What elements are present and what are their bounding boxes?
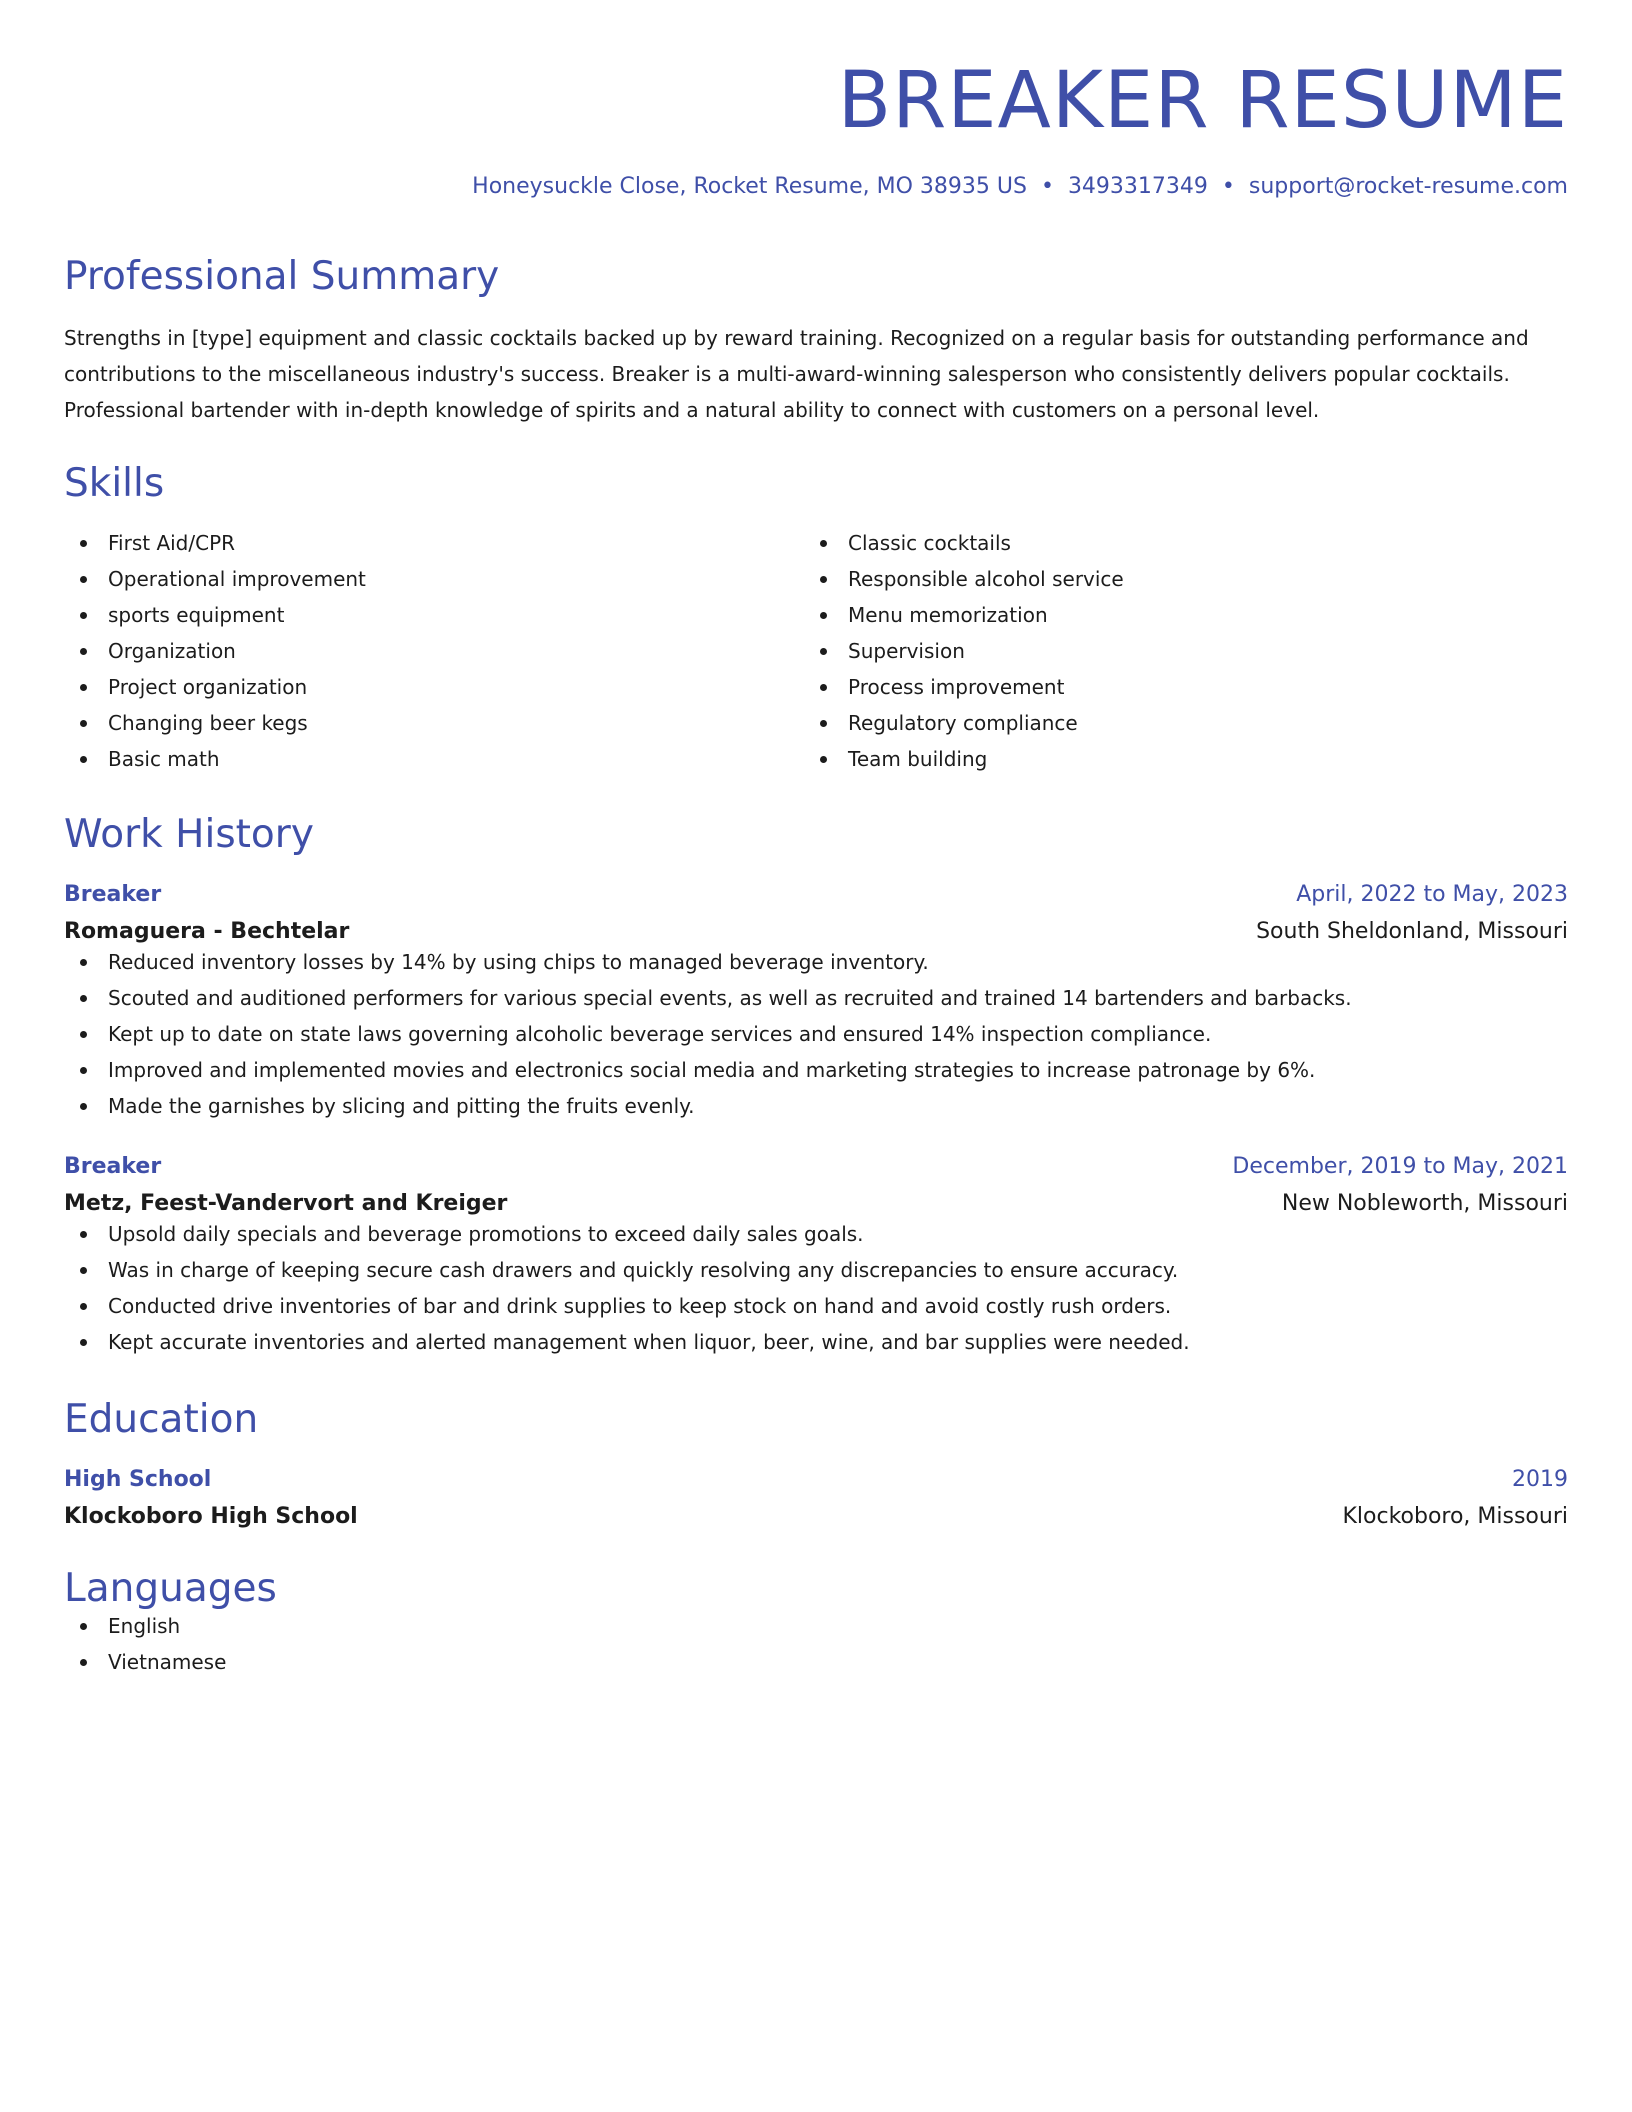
contact-phone: 3493317349 xyxy=(1067,174,1208,199)
job-duties-list xyxy=(64,1216,1568,1360)
job-location: New Nobleworth, Missouri xyxy=(1281,1191,1568,1216)
skill-item: Organization xyxy=(64,633,804,669)
skill-item: Process improvement xyxy=(804,669,1544,705)
job-duty: Kept up to date on state laws governing alcoholic beverage services and ensured 14% inspection compliance. xyxy=(64,1016,1568,1052)
summary-heading: Professional Summary xyxy=(64,254,500,299)
job-duty: Conducted drive inventories of bar and drink supplies to keep stock on hand and avoid costly rush orders. xyxy=(64,1288,1568,1324)
job-title-row xyxy=(64,1154,1568,1179)
job-duty: Scouted and auditioned performers for various special events, as well as recruited and trained 14 bartenders and barbacks. xyxy=(64,980,1568,1016)
contact-separator: • xyxy=(1040,174,1054,199)
education-location: Klockoboro, Missouri xyxy=(1342,1504,1568,1529)
job-company: Romaguera - Bechtelar xyxy=(64,919,350,944)
skills-list-left xyxy=(64,525,804,777)
job-company-row xyxy=(64,919,1568,944)
skill-item: Menu memorization xyxy=(804,597,1544,633)
skill-item: Regulatory compliance xyxy=(804,705,1544,741)
work-history-heading: Work History xyxy=(64,812,314,857)
summary-text: Strengths in [type] equipment and classic cocktails backed up by reward training. Recognized on a regular basis for outstanding performance and contributions to the miscellaneous industry's success. Breaker is a multi-award-winning salesperson who consistently delivers popular cocktails. Professional bartender with in-depth knowledge of spirits and a natural ability to connect with customers on a personal level. xyxy=(64,326,1529,422)
education-school-row xyxy=(64,1504,1568,1529)
job-company: Metz, Feest-Vandervort and Kreiger xyxy=(64,1191,508,1216)
skill-item: First Aid/CPR xyxy=(64,525,804,561)
job-location: South Sheldonland, Missouri xyxy=(1256,919,1568,944)
language-item: English xyxy=(64,1608,1568,1644)
contact-line xyxy=(64,174,1568,199)
resume-name: BREAKER RESUME xyxy=(837,56,1568,146)
job-duties-list xyxy=(64,944,1568,1124)
skills-list-right xyxy=(804,525,1544,777)
skill-item: sports equipment xyxy=(64,597,804,633)
language-item: Vietnamese xyxy=(64,1644,1568,1680)
contact-email[interactable]: support@rocket-resume.com xyxy=(1248,174,1568,199)
job-company-row xyxy=(64,1191,1568,1216)
skills-heading: Skills xyxy=(64,461,165,506)
job-entry xyxy=(64,882,1568,1124)
job-role: Breaker xyxy=(64,1154,162,1179)
skills-grid xyxy=(64,525,1568,777)
languages-heading: Languages xyxy=(64,1566,277,1611)
education-degree: High School xyxy=(64,1467,212,1492)
skill-item: Responsible alcohol service xyxy=(804,561,1544,597)
skill-item: Supervision xyxy=(804,633,1544,669)
job-dates: December, 2019 to May, 2021 xyxy=(1232,1154,1568,1179)
education-year: 2019 xyxy=(1512,1467,1568,1492)
skill-item: Changing beer kegs xyxy=(64,705,804,741)
contact-separator: • xyxy=(1221,174,1235,199)
job-duty: Reduced inventory losses by 14% by using chips to managed beverage inventory. xyxy=(64,944,1568,980)
education-degree-row xyxy=(64,1467,1568,1492)
job-entry xyxy=(64,1154,1568,1360)
job-dates: April, 2022 to May, 2023 xyxy=(1296,882,1568,907)
job-duty: Kept accurate inventories and alerted management when liquor, beer, wine, and bar supplies were needed. xyxy=(64,1324,1568,1360)
education-school: Klockoboro High School xyxy=(64,1504,358,1529)
job-title-row xyxy=(64,882,1568,907)
languages-list xyxy=(64,1608,1568,1680)
skill-item: Operational improvement xyxy=(64,561,804,597)
education-entry xyxy=(64,1467,1568,1529)
skill-item: Classic cocktails xyxy=(804,525,1544,561)
job-duty: Was in charge of keeping secure cash drawers and quickly resolving any discrepancies to ensure accuracy. xyxy=(64,1252,1568,1288)
education-heading: Education xyxy=(64,1397,259,1442)
job-duty: Upsold daily specials and beverage promotions to exceed daily sales goals. xyxy=(64,1216,1568,1252)
job-role: Breaker xyxy=(64,882,162,907)
contact-address: Honeysuckle Close, Rocket Resume, MO 38935 US xyxy=(472,174,1027,199)
skill-item: Basic math xyxy=(64,741,804,777)
skill-item: Project organization xyxy=(64,669,804,705)
job-duty: Made the garnishes by slicing and pitting the fruits evenly. xyxy=(64,1088,1568,1124)
skill-item: Team building xyxy=(804,741,1544,777)
job-duty: Improved and implemented movies and electronics social media and marketing strategies to increase patronage by 6%. xyxy=(64,1052,1568,1088)
